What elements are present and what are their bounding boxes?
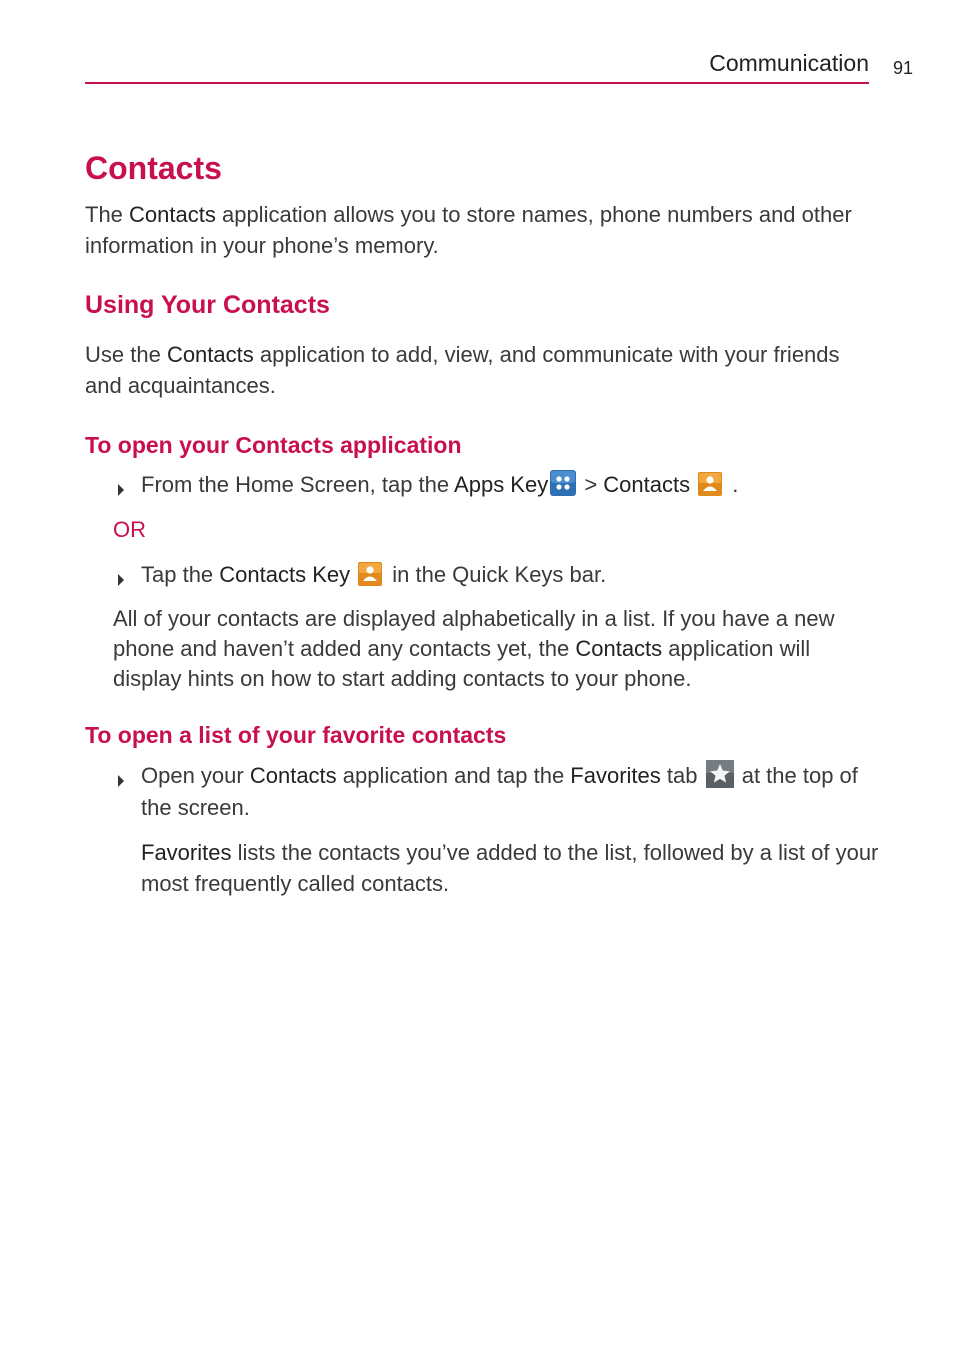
all-contacts-paragraph — [113, 604, 883, 694]
bullet-home-screen — [141, 469, 881, 500]
intro-app-name: Contacts — [129, 202, 216, 227]
bullet3-tab-text: tab — [660, 763, 704, 788]
using-heading: Using Your Contacts — [85, 291, 330, 319]
bullet2-text: Tap the — [141, 562, 220, 587]
favorites-para-label: Favorites — [141, 840, 232, 865]
using-app-name: Contacts — [166, 342, 254, 367]
bullet3-text: Open your — [141, 763, 250, 788]
favorites-heading: To open a list of your favorite contacts — [85, 722, 507, 748]
using-text-end: application to add, view, and communicate with your friends and acquaintances. — [85, 342, 840, 398]
using-text: Use the — [85, 342, 167, 367]
intro-text-end: application allows you to store names, phone numbers and other information in your phone’s memory. — [85, 202, 852, 258]
favorites-label: Favorites — [570, 763, 661, 788]
bullet3-app-name: Contacts — [249, 763, 337, 788]
contacts-label: Contacts — [603, 472, 691, 497]
intro-text: The — [85, 202, 130, 227]
page-number: 91 — [893, 58, 914, 78]
apps-key-label: Apps Key — [454, 472, 549, 497]
contacts-key-label: Contacts Key — [219, 562, 351, 587]
bullet-arrow-icon — [118, 775, 124, 787]
bullet1-end: . — [726, 472, 739, 497]
contacts-icon — [698, 472, 724, 498]
all-contacts-app-name: Contacts — [575, 636, 663, 661]
bullet3-text-mid: application and tap the — [336, 763, 571, 788]
or-label: OR — [113, 517, 146, 542]
contacts-icon — [358, 562, 384, 588]
bullet1-separator: > — [578, 472, 604, 497]
all-contacts-text-end: application will display hints on how to start adding contacts to your phone. — [113, 636, 811, 691]
all-contacts-text: All of your contacts are displayed alphabetically in a list. If you have a new phone and haven’t added any contacts yet, the — [113, 606, 835, 661]
bullet1-text: From the Home Screen, tap the — [141, 472, 455, 497]
header-section-title: Communication — [709, 50, 869, 76]
bullet-favorites — [141, 760, 871, 824]
page-title: Contacts — [85, 150, 222, 186]
page-header — [85, 48, 869, 84]
favorites-para-text: lists the contacts you’ve added to the list, followed by a list of your most frequently called contacts. — [141, 840, 879, 896]
bullet3-text-end: at the top of the screen. — [141, 763, 858, 820]
bullet-arrow-icon — [118, 484, 124, 496]
using-paragraph — [85, 339, 845, 401]
favorites-paragraph — [141, 837, 881, 899]
bullet-arrow-icon — [118, 574, 124, 586]
bullet-contacts-key — [141, 559, 881, 590]
intro-paragraph — [85, 199, 875, 261]
bullet2-text-end: in the Quick Keys bar. — [386, 562, 607, 587]
apps-grid-icon — [550, 470, 576, 496]
open-app-heading: To open your Contacts application — [85, 432, 462, 458]
star-icon — [706, 760, 734, 788]
